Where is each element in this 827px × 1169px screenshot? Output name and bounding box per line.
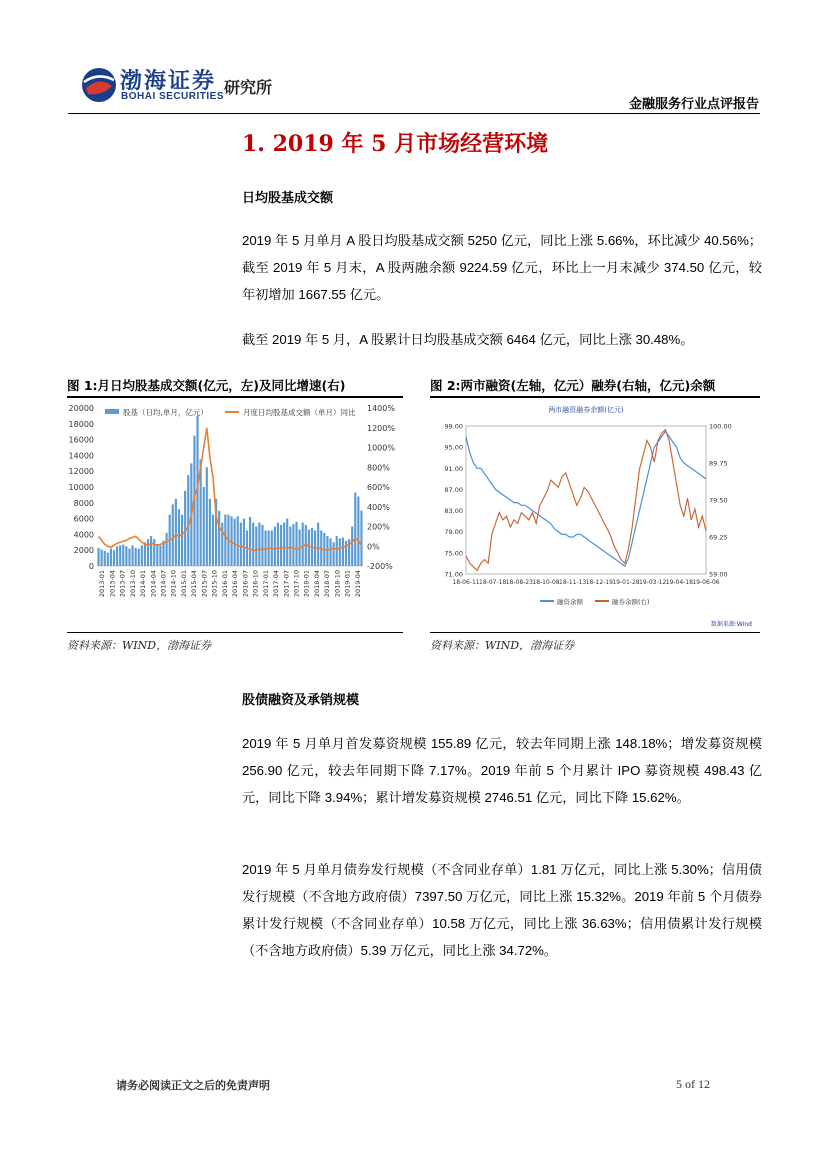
x-tick-label: 2014-04 bbox=[149, 570, 158, 598]
x-tick-label: 2017-04 bbox=[272, 570, 280, 598]
bar bbox=[172, 504, 174, 566]
bar bbox=[144, 542, 146, 566]
securities-lending-line bbox=[466, 430, 706, 571]
page-number: 5 of 12 bbox=[676, 1077, 710, 1091]
x-tick-label: 18-10-08 bbox=[532, 579, 560, 586]
figure2-bottom-rule bbox=[430, 632, 760, 633]
chart2-inner-title: 两市融资融券余额(亿元) bbox=[548, 406, 624, 414]
x-tick-label: 19-06-06 bbox=[692, 579, 720, 586]
bar bbox=[107, 553, 109, 566]
footer-disclaimer: 请务必阅读正文之后的免责声明 bbox=[116, 1079, 270, 1092]
bar bbox=[237, 516, 239, 566]
subheading-turnover: 日均股基成交额 bbox=[242, 191, 334, 206]
bar bbox=[258, 523, 260, 566]
bar bbox=[138, 549, 140, 566]
bar bbox=[289, 527, 291, 567]
x-tick-label: 2013-10 bbox=[128, 570, 137, 598]
bar bbox=[234, 519, 236, 566]
bar bbox=[329, 538, 331, 566]
bar bbox=[308, 530, 310, 566]
header-divider bbox=[68, 113, 760, 114]
y-right-tick-label: 100.00 bbox=[709, 422, 732, 431]
bar bbox=[342, 538, 344, 566]
y-right-tick-label: 79.50 bbox=[709, 496, 728, 505]
x-tick-label: 2014-10 bbox=[169, 570, 178, 598]
legend-line-label: 月度日均股基成交额（单月）同比 bbox=[243, 408, 356, 417]
subheading-financing: 股债融资及承销规模 bbox=[242, 693, 360, 708]
x-tick-label: 2016-07 bbox=[241, 570, 250, 598]
y-left-tick-label: 14000 bbox=[68, 451, 94, 461]
brand-dept: 研究所 bbox=[224, 78, 273, 97]
y-left-tick-label: 95.00 bbox=[444, 443, 463, 452]
y-right-tick-label: 0% bbox=[367, 542, 380, 552]
legend-bar-swatch bbox=[105, 409, 119, 414]
bar bbox=[184, 491, 186, 566]
bar bbox=[261, 525, 263, 566]
bar bbox=[224, 515, 226, 566]
y-right-tick-label: 600% bbox=[367, 483, 390, 492]
bar bbox=[295, 522, 297, 566]
bar bbox=[156, 544, 158, 566]
figure2-chart bbox=[430, 398, 760, 630]
figure1-chart bbox=[67, 398, 403, 630]
bar bbox=[280, 525, 282, 566]
bar bbox=[97, 548, 99, 566]
y-right-tick-label: 59.00 bbox=[709, 570, 728, 579]
x-tick-label: 2017-07 bbox=[282, 570, 291, 598]
x-tick-label: 2013-07 bbox=[118, 570, 127, 598]
y-right-tick-label: 400% bbox=[367, 502, 390, 512]
y-right-tick-label: -200% bbox=[367, 562, 393, 571]
paragraph-financing-1: 2019 年 5 月单月首发募资规模 155.89 亿元，较去年同期上涨 148.18%；增发募资规模 256.90 亿元，较去年同期下降 7.17%。2019 年前 5 个月累计 IPO 募资规模 498.43 亿元，同比下降 3.94%；累计增发募资规模 2746.51 亿元，同比下降 15.62%。 bbox=[242, 736, 762, 805]
x-tick-label: 18-12-19 bbox=[585, 579, 613, 586]
y-left-tick-label: 8000 bbox=[73, 498, 94, 508]
bar bbox=[166, 533, 168, 566]
bar bbox=[212, 515, 214, 566]
bar bbox=[240, 523, 242, 566]
bar bbox=[141, 545, 143, 566]
bar bbox=[162, 541, 164, 566]
x-tick-label: 2014-01 bbox=[139, 570, 147, 598]
bar bbox=[203, 487, 205, 566]
figure1-source: 资料来源：WIND，渤海证券 bbox=[67, 639, 212, 652]
x-tick-label: 18-06-11 bbox=[452, 579, 480, 586]
y-left-tick-label: 83.00 bbox=[444, 507, 463, 516]
x-tick-label: 2016-04 bbox=[231, 570, 240, 598]
y-right-tick-label: 89.75 bbox=[709, 459, 728, 468]
bar bbox=[357, 496, 359, 566]
bar bbox=[243, 519, 245, 566]
x-tick-label: 2013-04 bbox=[108, 570, 117, 598]
y-left-tick-label: 12000 bbox=[68, 467, 94, 477]
x-tick-label: 2016-10 bbox=[251, 570, 260, 598]
x-tick-label: 2015-07 bbox=[200, 570, 209, 598]
bar bbox=[283, 523, 285, 566]
figure2-source: 资料来源：WIND，渤海证券 bbox=[430, 639, 575, 652]
x-tick-label: 18-08-23 bbox=[505, 579, 533, 586]
figure1-title: 图 1:月日均股基成交额(亿元，左)及同比增速(右) bbox=[67, 378, 346, 393]
x-tick-label: 19-01-28 bbox=[612, 579, 640, 586]
bar bbox=[147, 539, 149, 566]
paragraph-turnover-2: 截至 2019 年 5 月，A 股累计日均股基成交额 6464 亿元，同比上涨 30.48%。 bbox=[242, 332, 694, 347]
y-left-tick-label: 6000 bbox=[73, 514, 94, 524]
x-tick-label: 2018-04 bbox=[313, 570, 321, 598]
bar bbox=[345, 541, 347, 566]
bohai-logo-icon bbox=[80, 66, 118, 104]
legend-bar-label: 股基（日均,单月，亿元） bbox=[123, 408, 208, 417]
x-tick-label: 2017-01 bbox=[261, 570, 270, 598]
bar bbox=[354, 493, 356, 566]
x-tick-label: 2019-01 bbox=[343, 570, 352, 598]
bar bbox=[336, 536, 338, 566]
bar bbox=[292, 524, 294, 566]
brand-name-cn: 渤海证券 bbox=[120, 68, 217, 94]
bar bbox=[131, 545, 133, 566]
y-left-tick-label: 16000 bbox=[68, 435, 94, 445]
paragraph-financing-2: 2019 年 5 月单月债券发行规模（不含同业存单）1.81 万亿元，同比上涨 5.30%；信用债发行规模（不含地方政府债）7397.50 万亿元，同比上涨 15.32%。2019 年前 5 个月债券累计发行规模（不含同业存单）10.58 万亿元，同比上涨 36.63%；信用债累计发行规模（不含地方政府债）5.39 万亿元，同比上涨 34.72%。 bbox=[242, 862, 762, 958]
bar bbox=[252, 523, 254, 566]
x-tick-label: 2013-01 bbox=[98, 570, 107, 598]
bar bbox=[274, 527, 276, 567]
bar bbox=[101, 549, 103, 566]
paragraph-turnover-1: 2019 年 5 月单月 A 股日均股基成交额 5250 亿元，同比上涨 5.66%，环比减少 40.56%；截至 2019 年 5 月末，A 股两融余额 9224.59 亿元，环比上一月末减少 374.50 亿元，较年初增加 1667.55 亿元。 bbox=[242, 233, 762, 302]
bar bbox=[317, 523, 319, 566]
bar bbox=[150, 536, 152, 566]
wind-watermark: 数据来源:Wind bbox=[710, 621, 752, 628]
margin-financing-line bbox=[466, 431, 706, 566]
y-left-tick-label: 2000 bbox=[73, 546, 94, 556]
x-tick-label: 2015-04 bbox=[190, 570, 199, 598]
y-left-tick-label: 18000 bbox=[68, 419, 94, 429]
x-tick-label: 2016-01 bbox=[220, 570, 229, 598]
bar bbox=[135, 548, 137, 566]
bar bbox=[255, 527, 257, 567]
x-tick-label: 2018-01 bbox=[302, 570, 311, 598]
y-left-tick-label: 79.00 bbox=[444, 528, 463, 537]
x-tick-label: 2014-07 bbox=[159, 570, 168, 598]
bar bbox=[187, 475, 189, 566]
bar bbox=[122, 545, 124, 566]
y-left-tick-label: 20000 bbox=[68, 404, 94, 413]
x-tick-label: 19-03-12 bbox=[639, 579, 667, 586]
bar bbox=[333, 542, 335, 566]
y-left-tick-label: 75.00 bbox=[444, 549, 463, 558]
x-tick-label: 2019-04 bbox=[353, 570, 362, 598]
bar bbox=[113, 550, 115, 566]
y-right-tick-label: 69.25 bbox=[709, 533, 728, 542]
figure2-title: 图 2:两市融资(左轴，亿元）融券(右轴，亿元)余额 bbox=[430, 378, 716, 393]
y-left-tick-label: 0 bbox=[88, 562, 94, 571]
bar bbox=[249, 517, 251, 566]
y-right-tick-label: 1000% bbox=[367, 443, 395, 453]
bar bbox=[119, 545, 121, 566]
y-right-tick-label: 1400% bbox=[367, 404, 395, 413]
bar bbox=[339, 538, 341, 566]
x-tick-label: 18-07-18 bbox=[479, 579, 507, 586]
x-tick-label: 19-04-18 bbox=[665, 579, 693, 586]
bar bbox=[116, 546, 118, 566]
y-right-tick-label: 200% bbox=[367, 522, 390, 532]
report-type: 金融服务行业点评报告 bbox=[628, 97, 759, 112]
x-tick-label: 2018-07 bbox=[323, 570, 332, 598]
y-left-tick-label: 99.00 bbox=[444, 422, 463, 431]
bar bbox=[218, 511, 220, 566]
bar bbox=[153, 539, 155, 566]
bar bbox=[360, 511, 362, 566]
bar bbox=[209, 499, 211, 566]
bar bbox=[125, 546, 127, 566]
y-left-tick-label: 71.00 bbox=[444, 570, 463, 579]
bar bbox=[206, 467, 208, 566]
y-right-tick-label: 1200% bbox=[367, 423, 395, 433]
bar bbox=[286, 519, 288, 566]
bar bbox=[277, 523, 279, 566]
x-tick-label: 2017-10 bbox=[292, 570, 301, 598]
brand-name-en: BOHAI SECURITIES bbox=[121, 91, 225, 102]
bar bbox=[104, 551, 106, 566]
y-left-tick-label: 91.00 bbox=[444, 464, 463, 473]
legend-lending-label: 融券余额(右) bbox=[612, 598, 650, 606]
bar bbox=[178, 509, 180, 566]
x-tick-label: 2015-01 bbox=[180, 570, 188, 598]
bar bbox=[351, 527, 353, 567]
y-right-tick-label: 800% bbox=[367, 463, 390, 473]
x-tick-label: 2018-10 bbox=[333, 570, 342, 598]
y-left-tick-label: 87.00 bbox=[444, 485, 463, 494]
y-left-tick-label: 10000 bbox=[68, 483, 94, 492]
bar bbox=[159, 545, 161, 566]
bar bbox=[175, 499, 177, 566]
bar bbox=[110, 549, 112, 566]
x-tick-label: 2015-10 bbox=[210, 570, 219, 598]
figure1-bottom-rule bbox=[67, 632, 403, 633]
x-tick-label: 18-11-13 bbox=[559, 579, 587, 586]
bar bbox=[302, 523, 304, 566]
y-left-tick-label: 4000 bbox=[73, 530, 94, 540]
legend-financing-label: 融资余额 bbox=[557, 598, 583, 606]
bar bbox=[128, 549, 130, 566]
bar bbox=[181, 515, 183, 566]
section-title: 1. 2019 年 5 月市场经营环境 bbox=[242, 131, 549, 157]
